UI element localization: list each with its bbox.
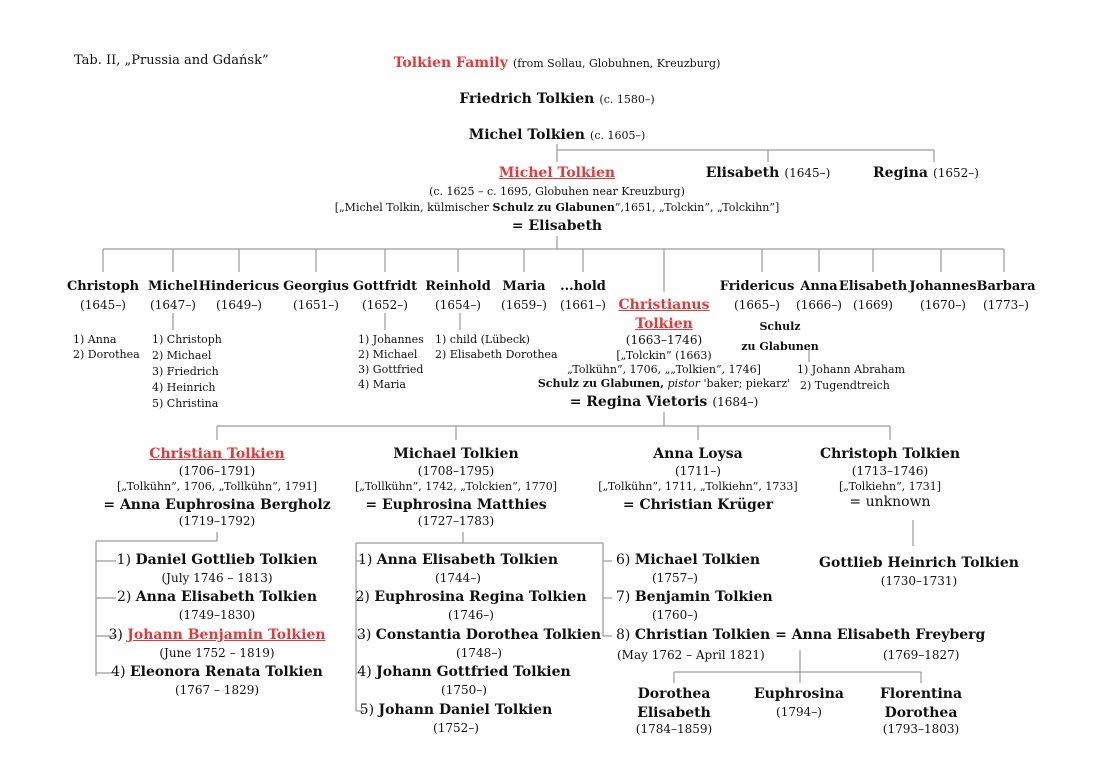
person-name: Georgius [283, 279, 349, 294]
child-name: Michael Tolkien [634, 552, 761, 568]
spouse-freyberg-dates: (1769–1827) [883, 648, 960, 662]
child-name: Christian Tolkien = Anna Elisabeth Freyberg [634, 627, 986, 643]
title-line1: Schulz [759, 320, 801, 333]
child-johann-gottfried [357, 664, 570, 697]
child-entry: 2) Tugendtreich [800, 379, 890, 392]
child-number: 2) [355, 589, 375, 605]
child-entry: 2) Michael [152, 349, 212, 362]
person-dates: (1647–) [150, 298, 196, 312]
person-name: Friedrich Tolkien [459, 91, 595, 107]
child-dates: (1767 – 1829) [174, 683, 260, 697]
child-name: Daniel Gottlieb Tolkien [135, 552, 318, 568]
person-dates: (1652–) [362, 298, 408, 312]
person-dates: (1773–) [983, 298, 1029, 312]
child-dates: (1757–) [652, 571, 698, 585]
child-anna-elisabeth-1744 [358, 552, 558, 585]
child-number: 3) [356, 627, 376, 643]
person-attestation: [„Tolkiehn”, 1731] [839, 480, 941, 493]
person-name: Elisabeth [705, 165, 780, 181]
person-spouse: = Christian Krüger [622, 497, 774, 513]
reinhold-children-list [435, 332, 558, 362]
person-name: Anna Loysa [653, 446, 743, 462]
person-attestation: [„Tollkühn”, 1742, „Tolckien”, 1770] [354, 480, 558, 493]
person-name-line2: Elisabeth [637, 705, 711, 721]
person-dates: (c. 1605–) [590, 129, 646, 142]
tab-label: Tab. II, „Prussia and Gdańsk” [74, 53, 269, 68]
child-entry: 2) Dorothea [73, 348, 140, 361]
child-euphrosina-regina [355, 589, 586, 622]
child-johann-benjamin [108, 627, 325, 660]
person-name: Regina [873, 165, 928, 181]
person-name: Gottlieb Heinrich Tolkien [819, 555, 1019, 571]
person-dorothea-elisabeth [636, 683, 712, 736]
person-spouse: = Elisabeth [511, 218, 603, 234]
child-dates: (July 1746 – 1813) [161, 571, 273, 585]
person-name: Christoph Tolkien [819, 446, 961, 462]
attestation-line2: „Tolkühn”, 1706, „„Tolkien”, 1746] [567, 363, 761, 376]
child-entry: 4) Heinrich [152, 381, 216, 394]
person-name: ...hold [560, 279, 606, 294]
spouse-dates: (1719–1792) [178, 514, 256, 528]
family-origin: (from Sollau, Globuhnen, Kreuzburg) [512, 57, 721, 70]
person-christoph-1645 [67, 275, 139, 312]
attestation-title: Schulz zu Glabunen [492, 201, 615, 214]
child-number: 1) [357, 552, 377, 568]
person-georgius [283, 275, 349, 312]
person-name: Euphrosina [754, 686, 844, 702]
child-entry: 1) Johann Abraham [797, 363, 906, 376]
person-dates: (1663–1746) [625, 333, 703, 347]
fridericus-children-list [797, 362, 905, 394]
child-name: Euphrosina Regina Tolkien [374, 589, 587, 605]
person-dates: (1666–) [796, 298, 842, 312]
person-dates: (1669) [853, 298, 893, 312]
fridericus-title [741, 315, 818, 354]
child-dates: (1748–) [456, 646, 502, 660]
person-dates: (1649–) [216, 298, 262, 312]
person-name-line1: Florentina [879, 686, 963, 702]
person-name: Michel [148, 279, 198, 294]
child-johann-daniel [360, 702, 553, 735]
person-regina-1652 [873, 162, 979, 181]
child-number: 2) [116, 589, 136, 605]
child-name: Johann Gottfried Tolkien [376, 664, 571, 680]
person-dates: (1654–) [435, 298, 481, 312]
person-michel-1647 [148, 275, 198, 312]
attestation-post: ”,1651, „Tolckin”, „Tolckihn”] [614, 201, 780, 214]
child-entry: 1) Anna [73, 333, 117, 346]
person-attestation: [„Tolkühn”, 1711, „Tolkiehn”, 1733] [598, 480, 798, 493]
child-anna-elisabeth-1749 [117, 589, 317, 622]
person-name: Reinhold [425, 279, 491, 294]
person-dates: (1784–1859) [635, 722, 713, 736]
attestation-pre: [„Michel Tolkin, külmischer [334, 201, 493, 214]
child-name: Benjamin Tolkien [634, 589, 773, 605]
gottfridt-children-list [358, 332, 424, 392]
person-christian-tolkien-1706 [103, 443, 330, 528]
person-name: Christoph [66, 279, 140, 294]
christoph-children-list [73, 332, 140, 362]
person-michael-tolkien-1708 [355, 443, 557, 528]
child-christian-1762-dates: (May 1762 – April 1821) [617, 648, 765, 662]
child-dates: (June 1752 – 1819) [159, 646, 275, 660]
person-dates: (1713–1746) [851, 464, 929, 478]
person-dates: (c. 1625 – c. 1695, Globuhen near Kreuzburg) [429, 185, 685, 198]
person-florentina-dorothea [880, 683, 962, 736]
person-dates: (1708–1795) [417, 464, 495, 478]
person-dates: (1645–) [784, 166, 831, 180]
person-michel-tolkien-1605 [469, 124, 646, 143]
person-name: Barbara [976, 279, 1036, 294]
person-spouse: = unknown [849, 494, 931, 510]
person-name-line2: Tolkien [635, 316, 693, 332]
person-dates: (1661–) [560, 298, 606, 312]
child-daniel-gottlieb [117, 552, 318, 585]
person-dates: (1670–) [920, 298, 966, 312]
person-anna-1666 [796, 275, 842, 312]
role-latin: pistor [667, 377, 701, 390]
person-fridericus [720, 275, 795, 312]
person-dates: (c. 1580–) [599, 93, 655, 106]
person-name: Fridericus [719, 279, 795, 294]
person-dates: (1645–) [80, 298, 126, 312]
person-euphrosina-1794 [754, 683, 844, 719]
person-dates: (1665–) [734, 298, 780, 312]
person-dates: (1659–) [501, 298, 547, 312]
person-friedrich-tolkien [459, 88, 654, 107]
person-name: Michel Tolkien [498, 165, 616, 181]
person-dates: (1711–) [675, 464, 721, 478]
person-name: Gottfridt [352, 279, 418, 294]
child-dates: (1746–) [448, 608, 494, 622]
person-christoph-tolkien-1713 [820, 443, 960, 510]
person-spouse: = Anna Euphrosina Bergholz [103, 497, 331, 513]
person-spouse: = Regina Vietoris [569, 394, 708, 410]
title-line2: zu Glabunen [741, 340, 819, 353]
person-dates: (1793–1803) [882, 722, 960, 736]
child-name: Constantia Dorothea Tolkien [375, 627, 602, 643]
person-barbara [976, 275, 1035, 312]
child-eleonora-renata [111, 664, 323, 697]
person-name: Johannes [909, 279, 977, 294]
child-name: Johann Daniel Tolkien [378, 702, 553, 718]
role-title: Schulz zu Glabunen, [537, 377, 665, 390]
person-gottlieb-heinrich [819, 552, 1019, 588]
person-name: Anna [800, 279, 838, 294]
child-entry: 1) Christoph [152, 333, 222, 346]
person-reinhold [425, 275, 491, 312]
spouse-dates: (1684–) [712, 395, 759, 409]
person-name-line2: Dorothea [884, 705, 958, 721]
child-christian-1762 [616, 627, 985, 643]
child-name: Anna Elisabeth Tolkien [376, 552, 559, 568]
michel-children-list [152, 332, 222, 412]
person-elisabeth-1645 [706, 162, 831, 181]
child-dates: (1760–) [652, 608, 698, 622]
child-entry: 3) Friedrich [152, 365, 219, 378]
child-entry: 4) Maria [358, 378, 406, 391]
child-dates: (1744–) [435, 571, 481, 585]
person-dates: (1706–1791) [178, 464, 256, 478]
child-name: Johann Benjamin Tolkien [127, 627, 326, 643]
child-number: 7) [616, 589, 635, 605]
child-number: 4) [357, 664, 377, 680]
person-name: Michel Tolkien [468, 127, 585, 143]
child-name: Eleonora Renata Tolkien [129, 664, 323, 680]
child-number: 3) [108, 627, 128, 643]
family-title: Tolkien Family [393, 55, 508, 71]
person-name-line1: Dorothea [637, 686, 711, 702]
child-entry: 2) Michael [358, 348, 418, 361]
person-dates: (1730–1731) [880, 574, 958, 588]
child-number: 8) [616, 627, 635, 643]
attestation-line1: [„Tolckin” (1663) [616, 349, 712, 362]
person-dates: (1651–) [293, 298, 339, 312]
child-entry: 3) Gottfried [358, 363, 424, 376]
family-header [394, 52, 721, 71]
role-gloss: 'baker; piekarz' [703, 377, 791, 390]
person-dates: (1794–) [776, 705, 822, 719]
person-name: Maria [502, 279, 546, 294]
child-constantia-dorothea [357, 627, 601, 660]
person-name: Christian Tolkien [149, 446, 285, 462]
person-name: Elisabeth [838, 279, 908, 294]
person-name: Hindericus [198, 279, 280, 294]
child-name: Anna Elisabeth Tolkien [135, 589, 318, 605]
person-gottfridt [353, 275, 417, 312]
person-attestation: [„Tolkühn”, 1706, „Tollkühn”, 1791] [116, 480, 318, 493]
person-hindericus [199, 275, 280, 312]
person-spouse: = Euphrosina Matthies [365, 497, 547, 513]
child-benjamin-1760 [616, 589, 773, 622]
person-anna-loysa [598, 443, 797, 513]
child-entry: 5) Christina [152, 397, 219, 410]
person-name: Michael Tolkien [393, 446, 519, 462]
person-role [538, 377, 790, 390]
child-number: 5) [359, 702, 379, 718]
child-michael-1757 [616, 552, 760, 585]
person-attestation [335, 201, 780, 214]
child-entry: 1) Johannes [358, 333, 424, 346]
child-dates: (1750–) [441, 683, 487, 697]
person-johannes-1670 [909, 275, 976, 312]
child-number: 4) [111, 664, 130, 680]
person-dates: (1652–) [933, 166, 979, 180]
child-number: 1) [116, 552, 136, 568]
child-dates: (1752–) [433, 721, 479, 735]
child-number: 6) [616, 552, 635, 568]
child-entry: 1) child (Lübeck) [435, 333, 530, 346]
child-dates: (1749–1830) [178, 608, 256, 622]
spouse-dates: (1727–1783) [417, 514, 495, 528]
person-name-line1: Christianus [618, 297, 710, 313]
child-entry: 2) Elisabeth Dorothea [435, 348, 558, 361]
person-elisabeth-1669 [839, 275, 907, 312]
